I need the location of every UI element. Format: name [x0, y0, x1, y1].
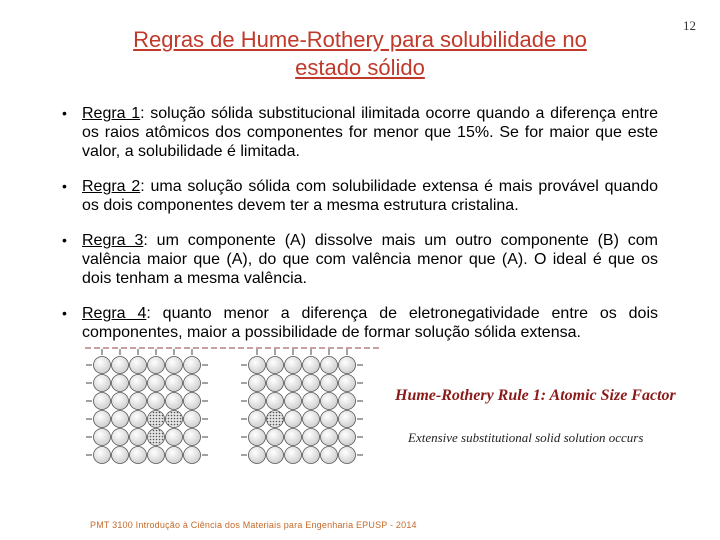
host-atom — [130, 429, 147, 446]
host-atom — [148, 447, 165, 464]
host-atom — [339, 411, 356, 428]
host-atom — [94, 375, 111, 392]
slide-title — [60, 26, 660, 82]
host-atom — [285, 411, 302, 428]
host-atom — [112, 393, 129, 410]
host-atom — [267, 375, 284, 392]
rule-text: : solução sólida substitucional ilimitada ocorre quando a diferença entre os raios atômicos dos componentes for menor que 15%. Se for maior que este valor, a solubilidade é limitada. — [82, 105, 659, 160]
host-atom — [267, 447, 284, 464]
host-atom — [303, 411, 320, 428]
host-atom — [321, 393, 338, 410]
host-atom — [184, 447, 201, 464]
figure-caption-title: Hume-Rothery Rule 1: Atomic Size Factor — [395, 387, 676, 404]
host-atom — [303, 375, 320, 392]
host-atom — [249, 357, 266, 374]
host-atom — [94, 447, 111, 464]
host-atom — [339, 357, 356, 374]
host-atom — [249, 393, 266, 410]
host-atom — [94, 357, 111, 374]
host-atom — [285, 393, 302, 410]
solute-atom — [148, 429, 165, 446]
solute-atom — [267, 411, 284, 428]
host-atom — [321, 447, 338, 464]
rule-item — [60, 177, 658, 215]
host-atom — [184, 411, 201, 428]
host-atom — [184, 375, 201, 392]
host-atom — [321, 411, 338, 428]
rules-list — [60, 104, 658, 358]
host-atom — [130, 357, 147, 374]
host-atom — [339, 429, 356, 446]
rule-text: : quanto menor a diferença de eletronegatividade entre os dois componentes, maior a possibilidade de formar solução sólida extensa. — [82, 305, 658, 341]
host-atom — [148, 357, 165, 374]
host-atom — [112, 429, 129, 446]
host-atom — [285, 447, 302, 464]
host-atom — [166, 357, 183, 374]
lattice-left — [86, 349, 208, 465]
host-atom — [112, 411, 129, 428]
solute-atom — [148, 411, 165, 428]
host-atom — [303, 357, 320, 374]
host-atom — [166, 375, 183, 392]
host-atom — [339, 375, 356, 392]
host-atom — [249, 429, 266, 446]
host-atom — [321, 375, 338, 392]
host-atom — [94, 393, 111, 410]
footer-text: PMT 3100 Introdução à Ciência dos Materiais para Engenharia EPUSP - 2014 — [90, 520, 417, 530]
rule-item — [60, 104, 658, 161]
lattice-right — [241, 349, 363, 465]
host-atom — [267, 357, 284, 374]
host-atom — [303, 393, 320, 410]
host-atom — [166, 393, 183, 410]
rule-label: Regra 1 — [82, 105, 141, 122]
host-atom — [339, 393, 356, 410]
host-atom — [184, 429, 201, 446]
host-atom — [130, 393, 147, 410]
host-atom — [94, 429, 111, 446]
rule-label: Regra 3 — [82, 232, 144, 249]
host-atom — [148, 375, 165, 392]
title-line-1: Regras de Hume-Rothery para solubilidade no — [133, 27, 587, 52]
figure-caption-text: Extensive substitutional solid solution occurs — [408, 430, 644, 445]
host-atom — [184, 357, 201, 374]
host-atom — [303, 429, 320, 446]
host-atom — [112, 357, 129, 374]
host-atom — [267, 429, 284, 446]
host-atom — [249, 447, 266, 464]
title-line-2: estado sólido — [295, 55, 425, 80]
rule-text: : um componente (A) dissolve mais um outro componente (B) com valência maior que (A), do que com valência menor que (A). O ideal é que os dois tenham a mesma valência. — [82, 232, 659, 287]
host-atom — [184, 393, 201, 410]
host-atom — [112, 375, 129, 392]
rule-label: Regra 2 — [82, 178, 141, 195]
host-atom — [112, 447, 129, 464]
host-atom — [285, 357, 302, 374]
host-atom — [339, 447, 356, 464]
rule-item — [60, 231, 658, 288]
lattice-figure — [80, 345, 680, 465]
host-atom — [94, 411, 111, 428]
solute-atom — [166, 411, 183, 428]
host-atom — [321, 357, 338, 374]
page-number: 12 — [683, 18, 696, 33]
host-atom — [166, 429, 183, 446]
rule-item — [60, 304, 658, 342]
host-atom — [303, 447, 320, 464]
host-atom — [267, 393, 284, 410]
rule-label: Regra 4 — [82, 305, 147, 322]
host-atom — [249, 375, 266, 392]
host-atom — [130, 447, 147, 464]
rule-text: : uma solução sólida com solubilidade extensa é mais provável quando os dois componentes devem ter a mesma estrutura cristalina. — [82, 178, 658, 214]
host-atom — [285, 429, 302, 446]
host-atom — [166, 447, 183, 464]
host-atom — [148, 393, 165, 410]
host-atom — [130, 375, 147, 392]
host-atom — [249, 411, 266, 428]
host-atom — [130, 411, 147, 428]
host-atom — [321, 429, 338, 446]
host-atom — [285, 375, 302, 392]
